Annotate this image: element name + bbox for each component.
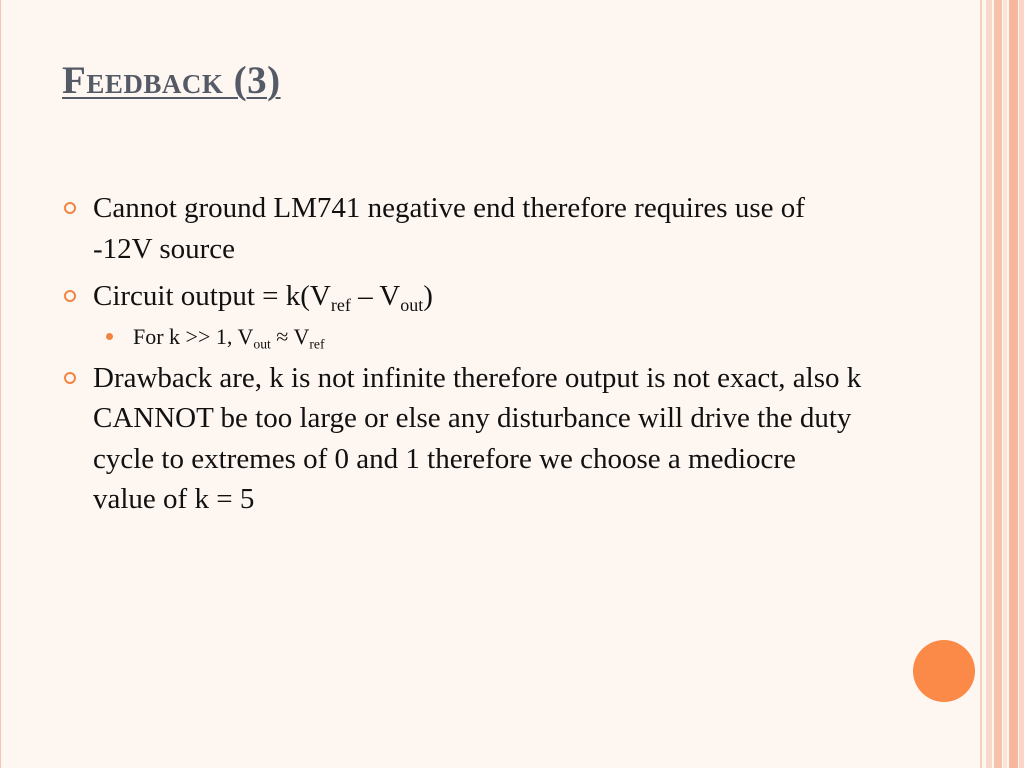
sub-bullet-text [133,324,325,349]
formula-part: ) [423,280,433,312]
bullet-text [93,280,433,315]
subscript: ref [309,335,325,351]
decor-stripe [1003,0,1007,768]
formula-part: For k >> 1, V [133,323,254,349]
bullet-list [62,188,862,527]
ring-bullet-icon [64,290,76,302]
bullet-text: Drawback are, k is not infinite therefore output is not exact, also k CANNOT be too large or else any disturbance will drive the duty cycle to extremes of 0 and 1 therefore we choose a mediocre value of k = 5 [93,361,862,515]
formula-part: – V [350,280,401,312]
bullet-item [62,188,862,269]
orange-circle-decoration [913,640,975,702]
subscript: out [400,294,424,315]
ring-bullet-icon [64,372,76,384]
sub-bullet-item [102,322,862,352]
slide-title: Feedback (3) [62,59,281,102]
subscript: out [253,335,271,351]
bullet-item [62,358,862,520]
decor-stripe [980,0,982,768]
dot-bullet-icon [106,333,113,340]
formula-part: ≈ V [270,323,310,349]
decor-stripe [994,0,1002,768]
subscript: ref [330,294,351,315]
bullet-text: Cannot ground LM741 negative end therefore requires use of -12V source [93,192,805,265]
left-edge-line [0,0,1,768]
decor-stripe [1009,0,1018,768]
bullet-item [62,276,862,317]
decor-stripe [986,0,992,768]
ring-bullet-icon [64,202,76,214]
formula-part: Circuit output = k(V [93,280,331,312]
decor-stripe [1019,0,1024,768]
